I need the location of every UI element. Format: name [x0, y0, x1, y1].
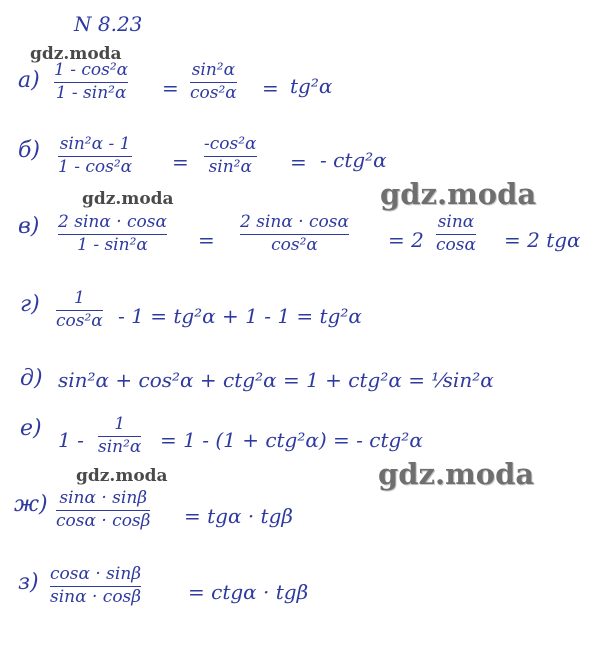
numerator: -cos²α [204, 134, 257, 154]
numerator: 1 - cos²α [54, 60, 129, 80]
fraction [240, 214, 349, 255]
watermark: gdz.moda [82, 189, 174, 209]
item-label: е) [20, 416, 42, 441]
equals-sign: = [262, 76, 279, 100]
watermark: gdz.moda [378, 457, 535, 491]
fraction [56, 490, 150, 531]
fraction [190, 62, 237, 103]
expression-prefix: 1 - [58, 428, 84, 452]
fraction [58, 136, 132, 177]
denominator: 1 - sin²α [77, 234, 148, 255]
item-label: д) [20, 366, 43, 391]
item-label: ж) [14, 492, 48, 517]
denominator: cos²α [190, 82, 237, 103]
numerator: 2 sinα · cosα [58, 212, 167, 232]
numerator: sinα · sinβ [59, 488, 148, 508]
numerator: sin²α [191, 60, 236, 80]
denominator: 1 - cos²α [58, 156, 133, 177]
fraction [58, 214, 167, 255]
expression: = 1 - (1 + ctg²α) = - ctg²α [160, 428, 423, 452]
numerator: cosα · sinβ [50, 564, 142, 584]
item-label: в) [18, 214, 40, 239]
numerator: sin²α - 1 [59, 134, 131, 154]
numerator: sinα [437, 212, 475, 232]
item-label: б) [18, 138, 41, 163]
fraction [54, 62, 128, 103]
numerator: 1 [114, 414, 126, 434]
numerator: 2 sinα · cosα [240, 212, 349, 232]
problem-number: N 8.23 [74, 12, 143, 36]
equals-sign: = [290, 150, 307, 174]
denominator: cosα [436, 234, 476, 255]
denominator: sin²α [98, 436, 142, 457]
watermark: gdz.moda [380, 177, 537, 211]
result: = 2 tgα [504, 228, 581, 252]
fraction [98, 416, 141, 457]
item-label: а) [18, 68, 40, 93]
numerator: 1 [73, 288, 85, 308]
expression: sin²α + cos²α + ctg²α = 1 + ctg²α = ¹⁄sin²α [58, 368, 494, 392]
denominator: cosα · cosβ [56, 510, 151, 531]
fraction [56, 290, 103, 331]
fraction [50, 566, 141, 607]
equals-sign: = [198, 228, 215, 252]
denominator: sinα · cosβ [50, 586, 142, 607]
equals-two: = 2 [388, 228, 424, 252]
fraction [204, 136, 257, 177]
fraction [436, 214, 476, 255]
item-label: з) [18, 570, 39, 595]
equals-sign: = [172, 150, 189, 174]
watermark: gdz.moda [30, 44, 122, 64]
equals-sign: = [162, 76, 179, 100]
watermark: gdz.moda [76, 466, 168, 486]
expression: - 1 = tg²α + 1 - 1 = tg²α [118, 304, 362, 328]
result: - ctg²α [320, 148, 387, 172]
result: tg²α [290, 74, 333, 98]
denominator: sin²α [208, 156, 252, 177]
item-label: г) [20, 292, 40, 317]
expression: = tgα · tgβ [184, 504, 293, 528]
denominator: cos²α [271, 234, 318, 255]
expression: = ctgα · tgβ [188, 580, 309, 604]
denominator: cos²α [56, 310, 103, 331]
denominator: 1 - sin²α [55, 82, 127, 103]
